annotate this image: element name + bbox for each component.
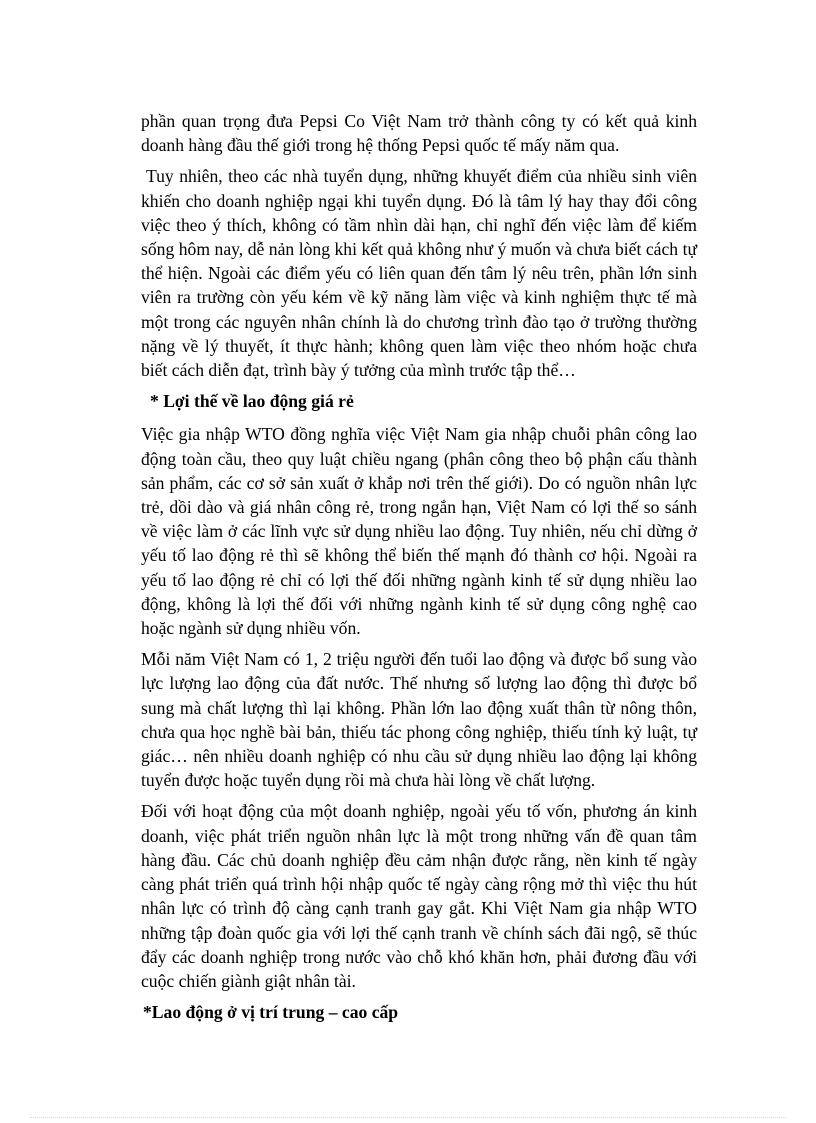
document-body — [141, 109, 697, 1033]
paragraph-pepsi-continuation: phần quan trọng đưa Pepsi Co Việt Nam trở thành công ty có kết quả kinh doanh hàng đầu thế giới trong hệ thống Pepsi quốc tế mấy năm qua. — [141, 111, 697, 156]
paragraph-labor-quality: Mỗi năm Việt Nam có 1, 2 triệu người đến tuổi lao động và được bổ sung vào lực lượng lao động của đất nước. Thế nhưng số lượng lao động thì được bổ sung mà chất lượng thì lại không. Phần lớn lao động xuất thân từ nông thôn, chưa qua học nghề bài bản, thiếu tác phong công nghiệp, thiếu tính kỷ luật, tự giác… nên nhiều doanh nghiệp có nhu cầu sử dụng nhiều lao động lại không tuyển được hoặc tuyển dụng rồi mà chưa hài lòng về chất lượng. — [141, 649, 697, 791]
section-heading-mid-senior-labor: *Lao động ở vị trí trung – cao cấp — [143, 1002, 399, 1023]
section-heading-cheap-labor: * Lợi thế về lao động giá rẻ — [150, 391, 354, 412]
paragraph-human-resources: Đối với hoạt động của một doanh nghiệp, ngoài yếu tố vốn, phương án kinh doanh, việc phát triển nguồn nhân lực là một trong những vấn đề quan tâm hàng đầu. Các chủ doanh nghiệp đều cảm nhận được rằng, nền kinh tế ngày càng phát triển quá trình hội nhập quốc tế ngày càng rộng mở thì việc thu hút nhân lực có trình độ càng cạnh tranh gay gắt. Khi Việt Nam gia nhập WTO những tập đoàn quốc gia với lợi thế cạnh tranh về chính sách đãi ngộ, sẽ thúc đẩy các doanh nghiệp trong nước vào chỗ khó khăn hơn, phải đương đầu với cuộc chiến giành giật nhân tài. — [141, 801, 697, 991]
paragraph-employer-concerns: Tuy nhiên, theo các nhà tuyển dụng, những khuyết điểm của nhiều sinh viên khiến cho doanh nghiệp ngại khi tuyển dụng. Đó là tâm lý hay thay đổi công việc theo ý thích, không có tầm nhìn dài hạn, chỉ nghĩ đến việc làm để kiếm sống hôm nay, dễ nản lòng khi kết quả không như ý muốn và chưa biết cách tự thể hiện. Ngoài các điểm yếu có liên quan đến tâm lý nêu trên, phần lớn sinh viên ra trường còn yếu kém về kỹ năng làm việc và kinh nghiệm thực tế mà một trong các nguyên nhân chính là do chương trình đào tạo ở trường thường nặng về lý thuyết, ít thực hành; không quen làm việc theo nhóm hoặc chưa biết cách diễn đạt, trình bày ý tưởng của mình trước tập thể… — [141, 166, 697, 381]
page-bottom-divider — [30, 1117, 786, 1118]
paragraph-wto-labor-division: Việc gia nhập WTO đồng nghĩa việc Việt Nam gia nhập chuỗi phân công lao động toàn cầu, theo quy luật chiều ngang (phân công theo bộ phận cấu thành sản phẩm, các cơ sở sản xuất ở khắp nơi trên thế giới). Do có nguồn nhân lực trẻ, dồi dào và giá nhân công rẻ, trong ngắn hạn, Việt Nam có lợi thế so sánh về việc làm ở các lĩnh vực sử dụng nhiều lao động. Tuy nhiên, nếu chỉ dừng ở yếu tố lao động rẻ thì sẽ không thể biến thế mạnh đó thành cơ hội. Ngoài ra yếu tố lao động rẻ chỉ có lợi thế đối những ngành kinh tế sử dụng nhiều lao động, không là lợi thế đối với những ngành kinh tế sử dụng công nghệ cao hoặc ngành sử dụng nhiều vốn. — [141, 424, 697, 639]
